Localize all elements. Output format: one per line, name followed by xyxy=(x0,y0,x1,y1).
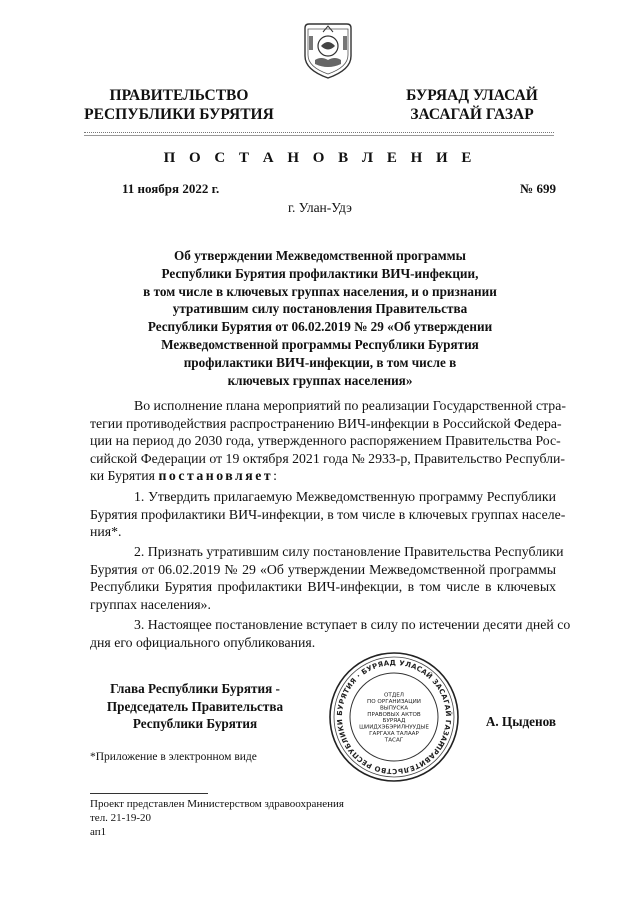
item-1-paragraph xyxy=(90,488,566,541)
paragraph-line: Республики Бурятия профилактики ВИЧ-инфекции, в том числе в ключевых xyxy=(90,579,556,595)
subject-line: профилактики ВИЧ-инфекции, в том числе в xyxy=(183,354,457,370)
paragraph-line: ции на период до 2030 года, утвержденного распоряжением Правительства Рос- xyxy=(90,433,561,449)
subject-line: Межведомственной программы Республики Бурятия xyxy=(161,336,479,352)
seal-text: ОТДЕЛ xyxy=(384,692,404,699)
paragraph-line: Во исполнение плана мероприятий по реализации Государственной стра- xyxy=(134,398,566,413)
subject-line: в том числе в ключевых группах населения, и о признании xyxy=(143,283,497,299)
header-left xyxy=(84,86,274,124)
seal-text: ПО ОРГАНИЗАЦИИ xyxy=(367,699,421,705)
paragraph-line: дня его официального опубликования. xyxy=(90,634,316,650)
document-city: г. Улан-Удэ xyxy=(288,200,352,215)
paragraph-line: 2. Признать утратившим силу постановление Правительства Республики xyxy=(134,544,564,559)
official-seal-icon xyxy=(327,650,461,784)
header-divider xyxy=(84,132,554,133)
document-number: № 699 xyxy=(520,181,556,196)
seal-text: ШИИДХЭБЭРИЛНУУДЫЕ xyxy=(359,724,429,731)
footer-line: Проект представлен Министерством здравоохранения xyxy=(90,798,344,810)
paragraph-line xyxy=(90,467,556,485)
item-2-paragraph xyxy=(90,543,564,613)
footer-info xyxy=(90,797,344,839)
footer-line: ап1 xyxy=(90,826,107,838)
subject-line: утратившим силу постановления Правительства xyxy=(172,301,468,317)
header-left-line: ПРАВИТЕЛЬСТВО xyxy=(109,87,249,104)
signatory-title-line: Глава Республики Бурятия - xyxy=(110,681,280,696)
header-divider xyxy=(84,135,554,136)
seal-text: ГАРГАХА ТАЛААР xyxy=(369,731,419,737)
paragraph-line: ния*. xyxy=(90,524,122,540)
item-3-paragraph xyxy=(90,616,571,651)
document-title: П О С Т А Н О В Л Е Н И Е xyxy=(163,150,477,166)
preamble-paragraph xyxy=(90,397,566,485)
paragraph-line: Бурятия от 06.02.2019 № 29 «Об утверждении Межведомственной программы xyxy=(90,561,556,577)
header-right-line: ЗАСАГАЙ ГАЗАР xyxy=(410,106,534,123)
attachment-note: *Приложение в электронном виде xyxy=(90,751,257,763)
paragraph-line: Бурятия профилактики ВИЧ-инфекции, в том числе в ключевых группах населе- xyxy=(90,506,566,522)
seal-text: ВЫПУСКА xyxy=(379,705,409,712)
footnote-divider xyxy=(90,793,208,794)
signatory-name: А. Цыденов xyxy=(485,714,556,729)
paragraph-line: 1. Утвердить прилагаемую Межведомственную программу Республики xyxy=(134,489,556,504)
paragraph-line: группах населения». xyxy=(90,596,211,612)
signatory-title-line: Председатель Правительства xyxy=(106,698,284,714)
header-left-line: РЕСПУБЛИКИ БУРЯТИЯ xyxy=(84,106,274,123)
paragraph-line: 3. Настоящее постановление вступает в силу по истечении десяти дней со xyxy=(134,617,571,632)
seal-text: ПРАВОВЫХ АКТОВ xyxy=(367,711,421,718)
subject-line: Республики Бурятия профилактики ВИЧ-инфекции, xyxy=(161,265,479,281)
coat-of-arms-icon xyxy=(301,20,355,80)
document-subject xyxy=(120,247,520,389)
paragraph-text: ки Бурятия xyxy=(90,468,159,484)
document-date: 11 ноября 2022 г. xyxy=(122,181,220,196)
signatory-title-line: Республики Бурятия xyxy=(132,716,258,731)
paragraph-line: сийской Федерации от 19 октября 2021 года № 2933-р, Правительство Республи- xyxy=(90,450,566,466)
decree-word: постановляет xyxy=(158,468,274,484)
seal-text: БУРЯАД xyxy=(382,718,406,725)
header-right xyxy=(392,86,552,124)
footer-line: тел. 21-19-20 xyxy=(90,812,152,824)
signatory-title xyxy=(90,680,300,733)
seal-text: ТАСАГ xyxy=(384,737,404,744)
paragraph-text: : xyxy=(273,468,278,484)
paragraph-line: тегии противодействия распространению ВИЧ-инфекции в Российской Федера- xyxy=(90,415,562,431)
svg-text:ПРАВИТЕЛЬСТВО РЕСПУБЛИКИ БУРЯТ: ПРАВИТЕЛЬСТВО РЕСПУБЛИКИ БУРЯТИЯ · БУРЯАД УЛАСАЙ ЗАСАГАЙ ГАЗАР xyxy=(335,658,453,776)
subject-line: ключевых группах населения» xyxy=(227,372,413,388)
subject-line: Об утверждении Межведомственной программы xyxy=(174,248,466,263)
header-right-line: БУРЯАД УЛАСАЙ xyxy=(406,87,538,104)
subject-line: Республики Бурятия от 06.02.2019 № 29 «Об утверждении xyxy=(147,319,493,335)
